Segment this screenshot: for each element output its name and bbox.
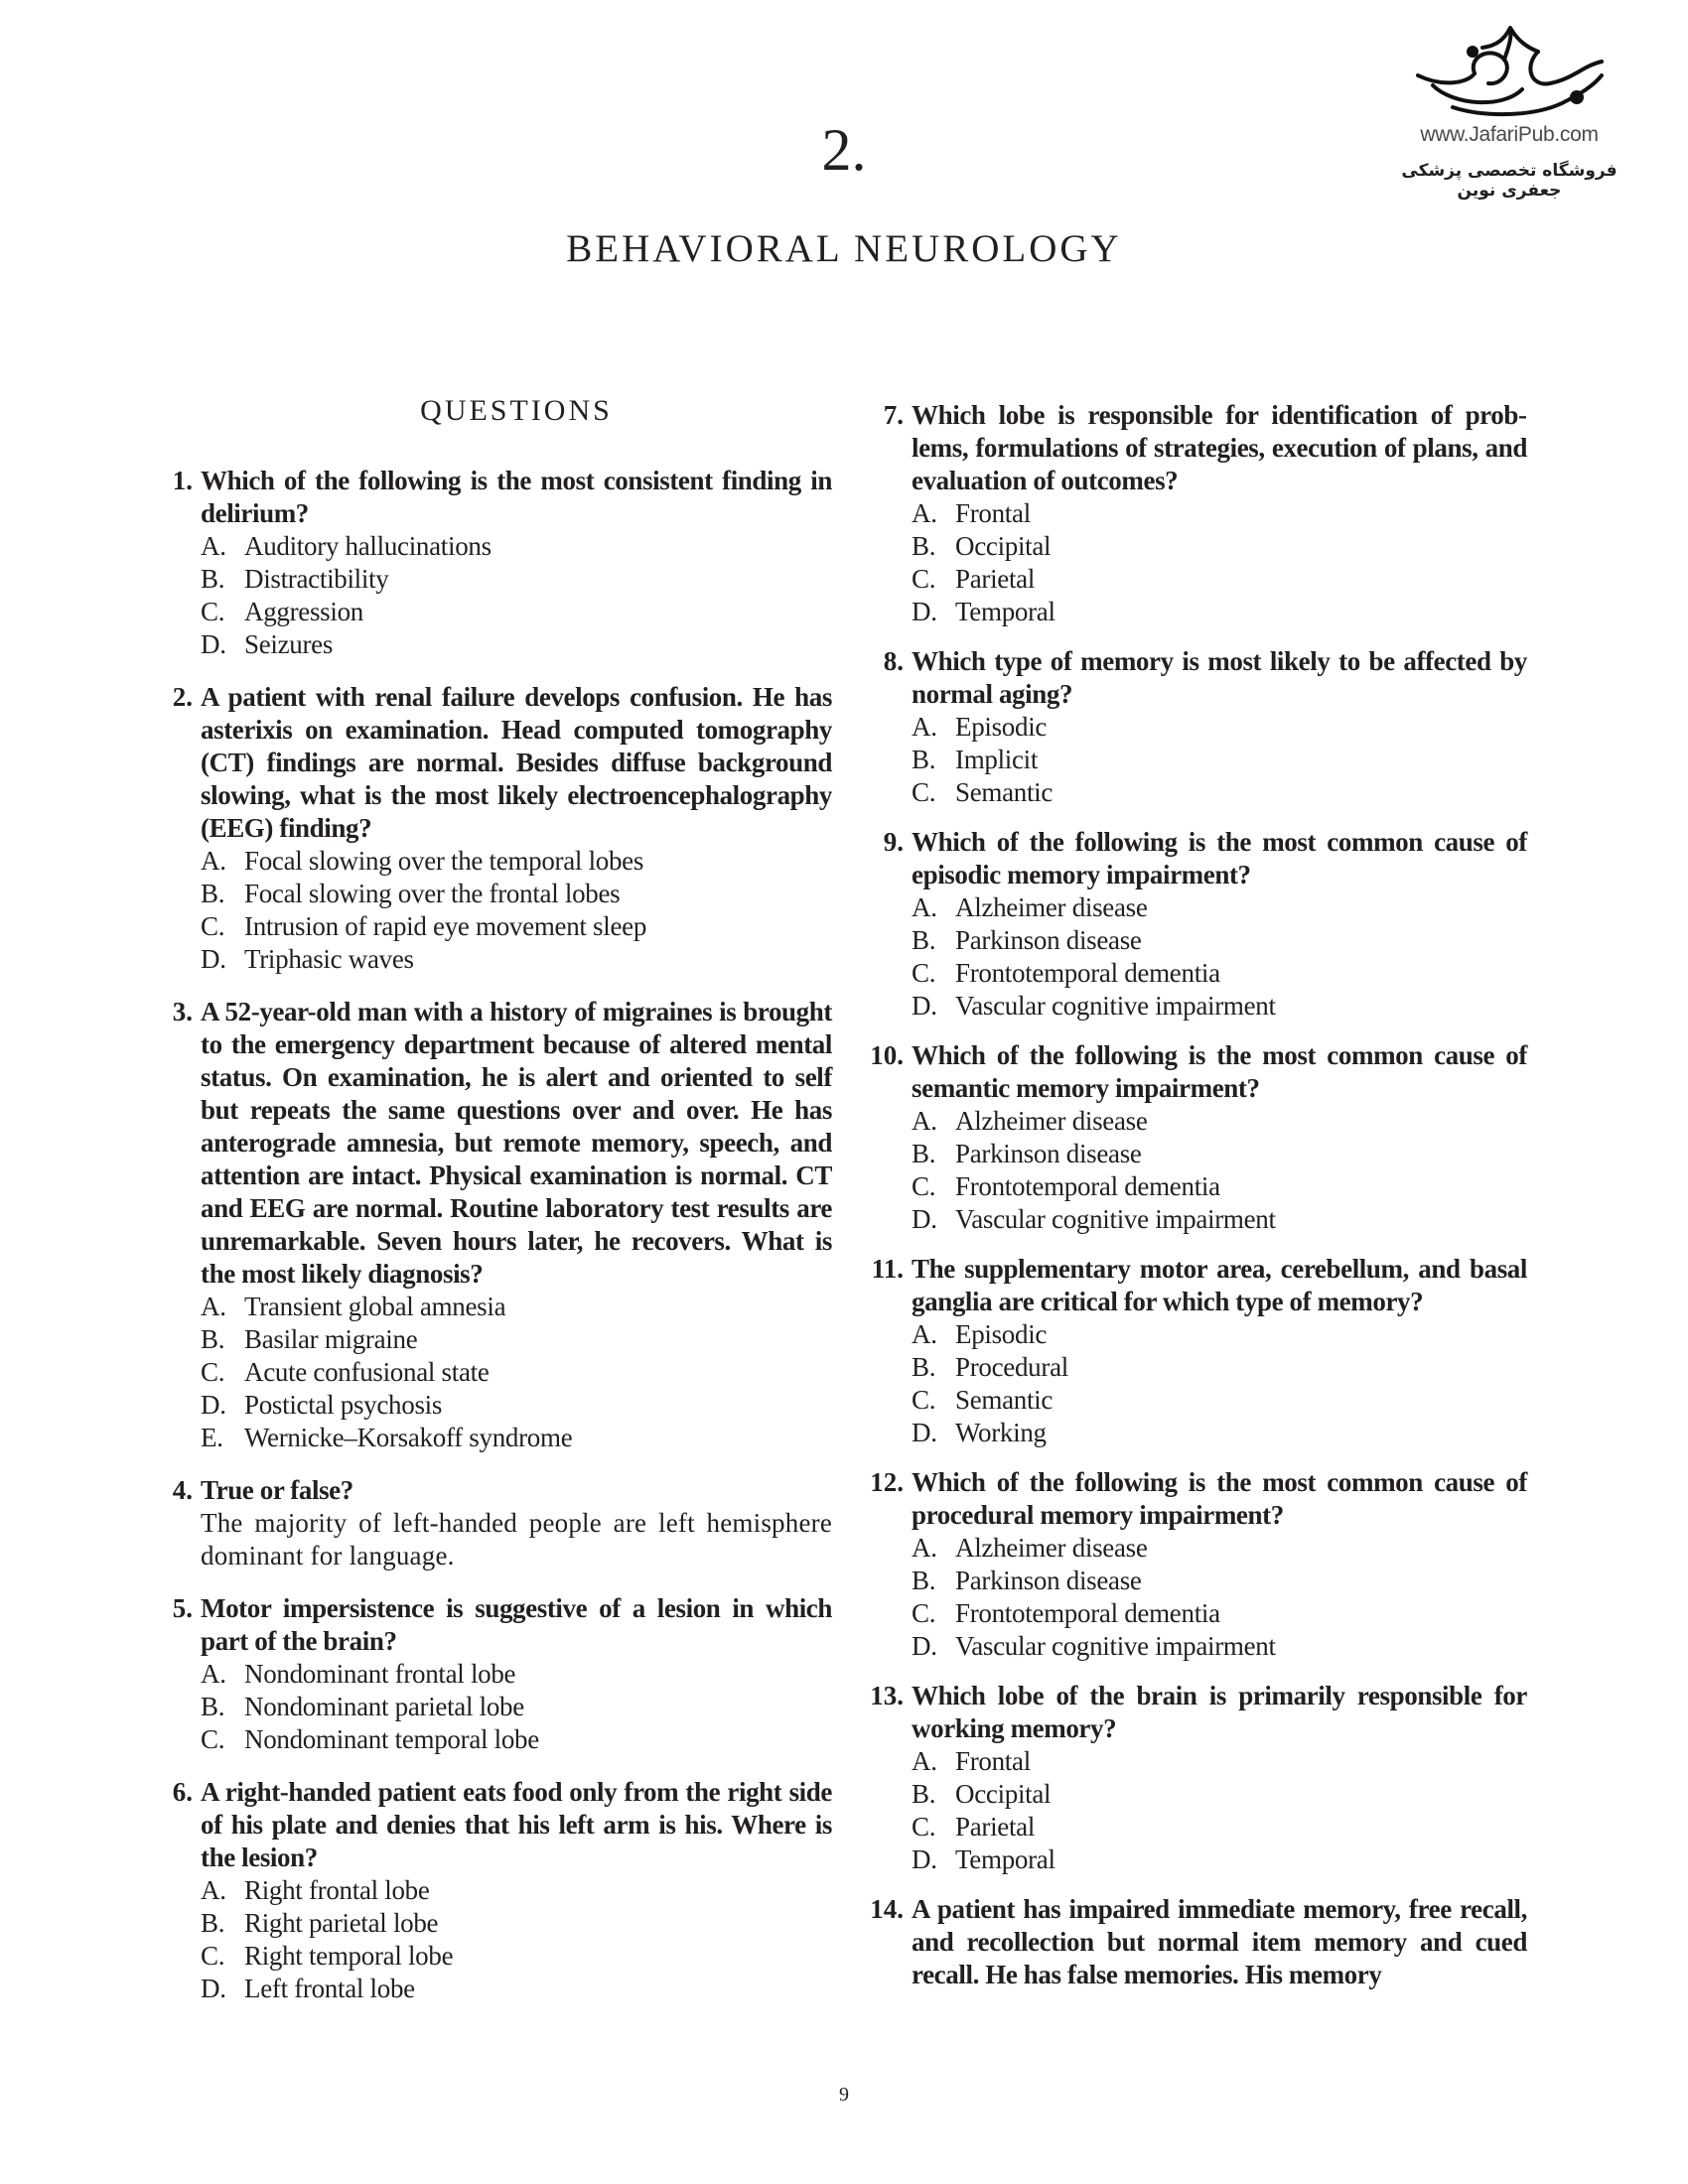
- answer-option: [201, 845, 832, 878]
- answer-option: [201, 1973, 832, 2005]
- question-5: [172, 1592, 832, 1756]
- answer-option: [201, 1940, 832, 1973]
- option-letter: C.: [912, 1812, 936, 1842]
- answer-option: [912, 497, 1527, 530]
- answer-option: [912, 891, 1527, 924]
- option-text: Vascular cognitive impairment: [955, 1204, 1276, 1234]
- left-column: [172, 465, 832, 2005]
- answer-option: [912, 1203, 1527, 1236]
- option-text: Nondominant temporal lobe: [244, 1724, 539, 1754]
- option-text: Temporal: [955, 1844, 1055, 1874]
- question-number: 14.: [870, 1894, 904, 1924]
- answer-option: [201, 530, 832, 563]
- option-letter: D.: [912, 1631, 937, 1661]
- publisher-url: www.JafariPub.com: [1420, 123, 1599, 146]
- answer-option: [912, 1417, 1527, 1449]
- option-text: Parkinson disease: [955, 925, 1142, 955]
- answer-options: [912, 1745, 1527, 1876]
- question-stem: Which lobe is responsible for identification of problems, formulations of strategies, execution of plans, and evaluation of outcomes?: [912, 400, 1527, 495]
- option-text: Alzheimer disease: [955, 1106, 1148, 1136]
- option-text: Occipital: [955, 1779, 1052, 1809]
- question-number: 10.: [870, 1040, 904, 1070]
- question-1: [172, 465, 832, 661]
- question-number: 5.: [172, 1593, 193, 1623]
- answer-option: [201, 1874, 832, 1907]
- option-letter: B.: [201, 879, 225, 908]
- option-text: Alzheimer disease: [955, 892, 1148, 922]
- option-letter: A.: [201, 531, 226, 561]
- option-text: Implicit: [955, 745, 1039, 774]
- option-text: Working: [955, 1418, 1047, 1447]
- answer-option: [912, 1170, 1527, 1203]
- answer-option: [201, 910, 832, 943]
- option-text: Triphasic waves: [244, 944, 414, 974]
- answer-option: [912, 1778, 1527, 1811]
- option-letter: A.: [201, 1875, 226, 1905]
- question-8: [883, 645, 1527, 809]
- option-letter: C.: [912, 958, 936, 988]
- answer-option: [912, 924, 1527, 957]
- option-text: Vascular cognitive impairment: [955, 991, 1276, 1021]
- answer-option: [912, 1532, 1527, 1565]
- answer-option: [912, 776, 1527, 809]
- option-letter: B.: [201, 1908, 225, 1938]
- jafaripub-calligraphy-logo-icon: [1413, 26, 1607, 117]
- option-letter: C.: [912, 1385, 936, 1415]
- option-text: Parkinson disease: [955, 1566, 1142, 1595]
- option-letter: D.: [912, 991, 937, 1021]
- option-letter: A.: [201, 1659, 226, 1689]
- option-letter: E.: [201, 1423, 223, 1452]
- answer-option: [201, 1356, 832, 1389]
- question-number: 1.: [172, 466, 193, 495]
- question-number: 7.: [883, 400, 904, 430]
- option-letter: A.: [912, 1746, 937, 1776]
- option-letter: A.: [912, 1106, 937, 1136]
- option-letter: C.: [912, 564, 936, 594]
- question-stem: Motor impersistence is suggestive of a lesion in which part of the brain?: [201, 1593, 832, 1656]
- question-number: 6.: [172, 1777, 193, 1807]
- option-letter: A.: [912, 1533, 937, 1563]
- answer-options: [201, 1658, 832, 1756]
- answer-option: [201, 1658, 832, 1691]
- question-2: [172, 681, 832, 976]
- option-text: Nondominant parietal lobe: [244, 1692, 524, 1721]
- option-letter: B.: [912, 531, 936, 561]
- option-letter: D.: [912, 1204, 937, 1234]
- option-text: Occipital: [955, 531, 1052, 561]
- answer-option: [912, 1105, 1527, 1138]
- option-text: Vascular cognitive impairment: [955, 1631, 1276, 1661]
- option-text: Auditory hallucinations: [244, 531, 492, 561]
- option-letter: C.: [201, 597, 225, 626]
- option-letter: D.: [201, 629, 226, 659]
- answer-option: [912, 957, 1527, 990]
- answer-options: [912, 711, 1527, 809]
- question-stem: A right-handed patient eats food only from the right side of his plate and denies that his left arm is his. Where is the lesion?: [201, 1777, 832, 1872]
- option-letter: C.: [201, 1357, 225, 1387]
- option-text: Semantic: [955, 1385, 1054, 1415]
- option-text: Frontotemporal dementia: [955, 1171, 1220, 1201]
- answer-option: [201, 878, 832, 910]
- option-letter: A.: [912, 892, 937, 922]
- option-text: Frontotemporal dementia: [955, 1598, 1220, 1628]
- answer-options: [912, 891, 1527, 1023]
- option-letter: B.: [912, 1566, 936, 1595]
- option-letter: D.: [201, 1390, 226, 1420]
- answer-option: [912, 596, 1527, 628]
- answer-options: [201, 845, 832, 976]
- option-letter: D.: [201, 944, 226, 974]
- answer-option: [912, 1843, 1527, 1876]
- answer-option: [912, 1811, 1527, 1843]
- option-letter: C.: [201, 1724, 225, 1754]
- option-text: Basilar migraine: [244, 1324, 418, 1354]
- option-text: Frontotemporal dementia: [955, 958, 1220, 988]
- option-text: Semantic: [955, 777, 1054, 807]
- option-letter: B.: [201, 1324, 225, 1354]
- question-number: 11.: [871, 1254, 904, 1284]
- option-text: Right parietal lobe: [244, 1908, 439, 1938]
- publisher-persian-tagline: فروشگاه تخصصی پزشکی جعفری نوین: [1401, 161, 1618, 201]
- answer-options: [912, 1105, 1527, 1236]
- chapter-number: 2.: [821, 117, 867, 183]
- answer-option: [912, 1597, 1527, 1630]
- question-stem: Which of the following is the most common cause of episodic memory impairment?: [912, 827, 1527, 889]
- question-3: [172, 996, 832, 1454]
- question-4: [172, 1474, 832, 1572]
- answer-option: [912, 1745, 1527, 1778]
- answer-options: [201, 530, 832, 661]
- question-6: [172, 1776, 832, 2005]
- option-text: Frontal: [955, 1746, 1031, 1776]
- answer-option: [201, 1691, 832, 1723]
- answer-option: [201, 596, 832, 628]
- option-text: Acute confusional state: [244, 1357, 490, 1387]
- answer-option: [201, 1291, 832, 1323]
- question-number: 8.: [883, 646, 904, 676]
- option-text: Parietal: [955, 564, 1036, 594]
- answer-option: [201, 1389, 832, 1422]
- option-text: Episodic: [955, 712, 1048, 742]
- question-number: 9.: [883, 827, 904, 857]
- answer-option: [201, 563, 832, 596]
- question-number: 13.: [870, 1681, 904, 1710]
- answer-options: [912, 1318, 1527, 1449]
- option-letter: D.: [912, 1844, 937, 1874]
- option-letter: B.: [201, 564, 225, 594]
- question-13: [870, 1680, 1527, 1876]
- question-number: 3.: [172, 997, 193, 1026]
- option-text: Episodic: [955, 1319, 1048, 1349]
- question-stem: A 52-year-old man with a history of migraines is brought to the emergency department because of altered mental status. On examination, he is alert and oriented to self but repeats the same questions over and over. He has anterograde amnesia, but remote memory, speech, and attention are intact. Physical examination is normal. CT and EEG are normal. Routine laboratory test results are unremarkable. Seven hours later, he recovers. What is the most likely diagnosis?: [201, 997, 832, 1289]
- answer-options: [912, 1532, 1527, 1663]
- option-text: Seizures: [244, 629, 334, 659]
- question-14: [870, 1893, 1527, 1991]
- answer-option: [912, 1565, 1527, 1597]
- option-letter: D.: [201, 1974, 226, 2003]
- answer-option: [912, 744, 1527, 776]
- option-letter: C.: [201, 1941, 225, 1971]
- option-letter: B.: [912, 925, 936, 955]
- question-number: 4.: [172, 1475, 193, 1505]
- page-number: 9: [839, 2084, 849, 2106]
- option-text: Postictal psychosis: [244, 1390, 443, 1420]
- option-text: Focal slowing over the frontal lobes: [244, 879, 621, 908]
- option-text: Aggression: [244, 597, 363, 626]
- question-11: [871, 1253, 1527, 1449]
- option-letter: D.: [912, 1418, 937, 1447]
- answer-option: [201, 1323, 832, 1356]
- option-letter: C.: [201, 911, 225, 941]
- question-stem: A patient with renal failure develops confusion. He has asterixis on examination. Head computed tomography (CT) findings are normal. Besides diffuse background slowing, what is the most likely electroencephalography (EEG) finding?: [201, 682, 832, 843]
- question-7: [883, 399, 1527, 628]
- answer-option: [912, 711, 1527, 744]
- answer-options: [201, 1291, 832, 1454]
- option-letter: A.: [912, 498, 937, 528]
- option-letter: C.: [912, 1598, 936, 1628]
- option-text: Right frontal lobe: [244, 1875, 430, 1905]
- option-text: Wernicke–Korsakoff syndrome: [244, 1423, 573, 1452]
- question-number: 12.: [870, 1467, 904, 1497]
- question-stem: Which type of memory is most likely to be affected by normal aging?: [912, 646, 1527, 709]
- option-text: Parietal: [955, 1812, 1036, 1842]
- option-text: Left frontal lobe: [244, 1974, 415, 2003]
- option-letter: A.: [201, 846, 226, 876]
- answer-option: [201, 628, 832, 661]
- question-stem: Which of the following is the most consistent finding in delirium?: [201, 466, 832, 528]
- option-text: Focal slowing over the temporal lobes: [244, 846, 644, 876]
- option-letter: A.: [912, 712, 937, 742]
- question-number: 2.: [172, 682, 193, 712]
- option-letter: B.: [201, 1692, 225, 1721]
- answer-option: [912, 563, 1527, 596]
- right-column: [870, 399, 1527, 1991]
- section-heading: QUESTIONS: [420, 394, 613, 427]
- answer-option: [201, 1422, 832, 1454]
- option-text: Transient global amnesia: [244, 1292, 506, 1321]
- option-letter: B.: [912, 745, 936, 774]
- option-text: Right temporal lobe: [244, 1941, 454, 1971]
- answer-option: [912, 1138, 1527, 1170]
- option-text: Frontal: [955, 498, 1031, 528]
- option-text: Distractibility: [244, 564, 389, 594]
- answer-option: [912, 530, 1527, 563]
- option-letter: A.: [201, 1292, 226, 1321]
- question-9: [883, 826, 1527, 1023]
- option-letter: A.: [912, 1319, 937, 1349]
- chapter-title: BEHAVIORAL NEUROLOGY: [566, 227, 1122, 270]
- option-text: Parkinson disease: [955, 1139, 1142, 1168]
- answer-option: [201, 1723, 832, 1756]
- option-text: Alzheimer disease: [955, 1533, 1148, 1563]
- option-letter: D.: [912, 597, 937, 626]
- answer-option: [912, 1351, 1527, 1384]
- option-letter: B.: [912, 1352, 936, 1382]
- question-10: [870, 1039, 1527, 1236]
- answer-option: [912, 1630, 1527, 1663]
- answer-options: [201, 1874, 832, 2005]
- answer-option: [201, 1907, 832, 1940]
- option-letter: C.: [912, 1171, 936, 1201]
- option-text: Nondominant frontal lobe: [244, 1659, 516, 1689]
- option-text: Temporal: [955, 597, 1055, 626]
- question-12: [870, 1466, 1527, 1663]
- option-text: Procedural: [955, 1352, 1068, 1382]
- question-stem: Which of the following is the most common cause of procedural memory impairment?: [912, 1467, 1527, 1530]
- question-stem: Which of the following is the most common cause of semantic memory impairment?: [912, 1040, 1527, 1103]
- question-stem: Which lobe of the brain is primarily responsible for working memory?: [912, 1681, 1527, 1743]
- answer-option: [201, 943, 832, 976]
- answer-option: [912, 1318, 1527, 1351]
- true-false-statement: The majority of left-handed people are left hemisphere dominant for language.: [201, 1508, 832, 1570]
- question-stem: True or false?: [201, 1475, 353, 1505]
- question-stem: The supplementary motor area, cerebellum, and basal ganglia are critical for which type of memory?: [912, 1254, 1527, 1316]
- answer-option: [912, 990, 1527, 1023]
- answer-option: [912, 1384, 1527, 1417]
- option-text: Intrusion of rapid eye movement sleep: [244, 911, 647, 941]
- question-stem: A patient has impaired immediate memory, free recall, and recollection but normal item memory and cued recall. He has false memories. His memory: [912, 1894, 1527, 1989]
- option-letter: B.: [912, 1139, 936, 1168]
- option-letter: C.: [912, 777, 936, 807]
- answer-options: [912, 497, 1527, 628]
- option-letter: B.: [912, 1779, 936, 1809]
